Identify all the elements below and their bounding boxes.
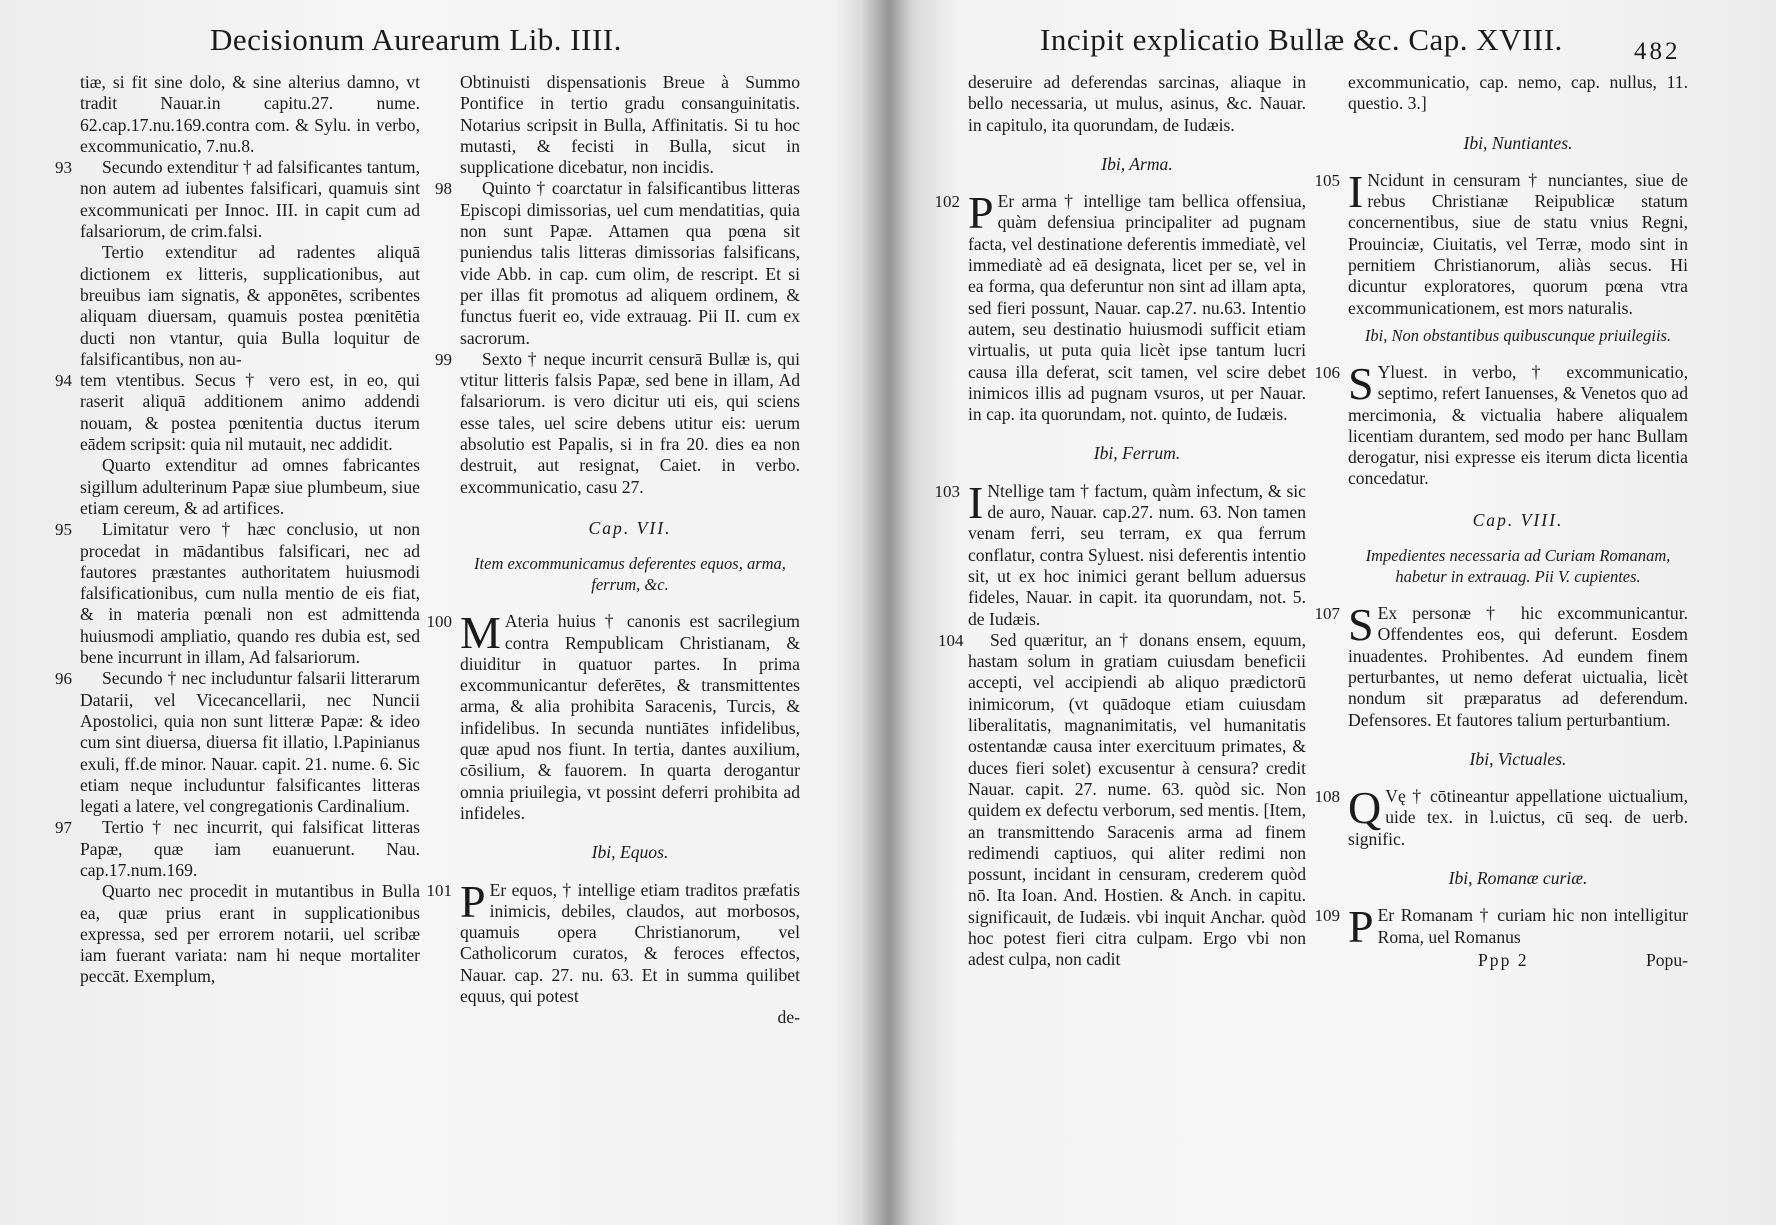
paragraph-text: excommunicatio, cap. nemo, cap. nullus, 11. questio. 3.] bbox=[1348, 72, 1688, 114]
paragraph-number: 108 bbox=[1314, 787, 1340, 807]
paragraph-text: Secundo extenditur † ad falsificantes tantum, non autem ad iubentes falsificari, quamuis sint excommunicati per Innoc. III. in capit cum ad falsariorum, de crim.falsi. bbox=[80, 157, 420, 242]
book-gutter bbox=[862, 0, 914, 1225]
paragraph-text: Limitatur vero † hæc conclusio, ut non procedat in mādantibus falsificari, nec ad fautores præstantes authoritatem huiusmodi falsificationibus, cum nulla mentio de eis fiat, & in materia pœnali non est admittenda huiusmodi ampliatio, quando res dubia est, sed bene incurrunt in illam, Ad falsariorum. bbox=[80, 519, 420, 668]
paragraph-number: 106 bbox=[1314, 362, 1340, 382]
right-page bbox=[934, 0, 1700, 1225]
paragraph bbox=[55, 157, 420, 242]
page-number: 482 bbox=[1634, 38, 1681, 65]
ibi-victuales-heading: Ibi, Victuales. bbox=[1469, 748, 1567, 769]
paragraph-109 bbox=[1314, 901, 1688, 953]
paragraph-number: 95 bbox=[55, 520, 72, 540]
paragraph bbox=[55, 519, 420, 668]
left-running-head: Decisionum Aurearum Lib. IIII. bbox=[210, 22, 622, 57]
paragraph-text: tiæ, si fit sine dolo, & sine alterius damno, vt tradit Nauar.in capitu.27. nume. 62.cap.17.nu.169.contra com. & Sylu. in verbo, excommunicatio, 7.nu.8. bbox=[80, 72, 420, 156]
paragraph-text: Ateria huius † canonis est sacrilegium contra Rempublicam Christianam, & diuiditur in quatuor partes. In prima excommunicantur deferētes, & transmittentes arma, & alia prohibita Saracenis, Turcis, & infidelibus. In secunda nuntiātes infidelibus, quæ apud nos fiunt. In tertia, dantes auxilium, cōsilium, & fauorem. In quarta derogantur omnia priuilegia, vt possint deferri prohibita ad infideles. bbox=[460, 611, 800, 823]
drop-cap: I bbox=[968, 476, 984, 528]
paragraph-text: tem vtentibus. Secus † vero est, in eo, qui raserit aliquā additionem animo addendi nouam, & postea pœnitentia ductus iterum eādem scripsit: quia nil mutauit, nec addidit. bbox=[80, 370, 420, 455]
drop-cap: P bbox=[1348, 901, 1374, 953]
paragraph-104 bbox=[938, 629, 1306, 971]
paragraph-text: Ntellige tam † factum, quàm infectum, & sic de auro, Nauar. cap.27. num. 63. Non tamen venam ferri, seu terram, ex qua ferrum conflatur, contra Syluest. nisi deferentis intentio sit, ut ex hoc inimici gerant bellum aduersus fideles, Nauar. in capit. ita quorundam, not. 5. de Iudæis. bbox=[968, 480, 1306, 629]
paragraph-continuation bbox=[968, 72, 1306, 136]
paragraph-text: Sexto † neque incurrit censurā Bullæ is, qui vtitur litteris falsis Papæ, sed bene in illam, Ad falsariorum. is vero dicitur uti eis, qui sciens esse tales, uel scire debens utitur eis: uerum absolutio est Papalis, si in fra 20. dies ea non destruit, aut resignat, Caiet. in verbo. excommunicatio, casu 27. bbox=[460, 348, 800, 497]
paragraph-text: Quinto † coarctatur in falsificantibus litteras Episcopi dimissorias, uel cum mendatitias, quia non sunt Papæ. Attamen qua pœna sit puniendus talis litteras dimissorias falsificans, vide Abb. in cap. cum olim, de rescript. Et si per illas fit promotus ad aliquem ordinem, & functus fuerit eo, vide extrauag. Pii II. cum ex sacrorum. bbox=[460, 178, 800, 348]
ibi-arma-heading: Ibi, Arma. bbox=[1101, 153, 1173, 174]
paragraph-number: 98 bbox=[435, 179, 452, 199]
paragraph-number: 97 bbox=[55, 818, 72, 838]
left-page bbox=[55, 0, 840, 1225]
paragraph bbox=[55, 668, 420, 817]
paragraph-number: 101 bbox=[426, 880, 452, 900]
paragraph bbox=[460, 72, 800, 178]
paragraph bbox=[435, 348, 800, 498]
cap-vii-heading: Cap. VII. bbox=[588, 517, 672, 538]
ibi-nuntiantes-heading: Ibi, Nuntiantes. bbox=[1463, 132, 1573, 153]
paragraph-text: Ex personæ † hic excommunicantur. Offendentes eos, qui deferunt. Eosdem inuadentes. Prohibentes. Ad eundem finem perturbantes, ut nemo deferat uictualia, licèt nondum sit præparatus ad deferendum. Defensores. Et fautores talium perturbantium. bbox=[1348, 603, 1688, 730]
drop-cap: S bbox=[1348, 599, 1374, 651]
paragraph-text: Tertio extenditur ad radentes aliquā dictionem ex litteris, supplicationibus, aut breuibus iam signatis, & apponētes, scribentes aliquam diuersam, quamuis postea pœnitētia ducti non vtantur, quia Bulla loquitur de falsificantibus, non au- bbox=[80, 242, 420, 369]
left-column-a bbox=[55, 72, 420, 988]
signature-mark: Ppp 2 bbox=[1478, 949, 1529, 970]
page-footer bbox=[1348, 950, 1688, 974]
paragraph-number: 107 bbox=[1314, 604, 1340, 624]
left-catchword: de- bbox=[777, 1007, 800, 1028]
ibi-ferrum-heading: Ibi, Ferrum. bbox=[1093, 443, 1181, 464]
paragraph-text: Quarto extenditur ad omnes fabricantes sigillum adulterinum Papæ siue plumbeum, siue etiam cereum, & ad artifices. bbox=[80, 455, 420, 518]
drop-cap: I bbox=[1348, 165, 1364, 217]
drop-cap: Q bbox=[1348, 782, 1382, 834]
ibi-non-obstantibus-heading: Ibi, Non obstantibus quibuscunque priuilegiis. bbox=[1364, 325, 1672, 345]
paragraph-number: 105 bbox=[1314, 170, 1340, 190]
drop-cap: S bbox=[1348, 357, 1374, 409]
left-column-a-paragraphs bbox=[55, 72, 420, 988]
paragraph-number: 93 bbox=[55, 158, 72, 178]
drop-cap: P bbox=[968, 187, 994, 239]
paragraph bbox=[80, 455, 420, 519]
paragraph-103 bbox=[934, 476, 1306, 630]
paragraph-number: 109 bbox=[1314, 906, 1340, 926]
paragraph-108 bbox=[1314, 782, 1688, 850]
paragraph-text: Obtinuisti dispensationis Breue à Summo Pontifice in tertio gradu consanguinitatis. Notarius scripsit in Bulla, Affinitatis. Si tu hoc mutasti, & fecisti in Bulla, sicut in supplicatione dicebatur, non incidis. bbox=[460, 72, 800, 178]
paragraph-text: Er arma † intellige tam bellica offensiua, quàm defensiua principaliter ad pugnam facta, vel destinatione deferentis immediatè, vel immediatè ad eā designata, licet per se, vel in ea forma, qua deferuntur non sint ad illam apta, sed fieri possunt, Nauar. cap.27. nu.63. Intentio autem, seu destinatio huiusmodi sufficit etiam virtualis, ut puta quia licèt ipse tantum lucri causa illa deferat, scit tamen, vel scire debet inimicos illis ad pugnam vsuros, ut per Nauar. in cap. ita quorundam, not. quinto, de Iudæis. bbox=[968, 191, 1306, 425]
paragraph bbox=[80, 242, 420, 370]
paragraph-number: 94 bbox=[55, 371, 72, 391]
paragraph-text: Vę † cōtineantur appellatione uictualium, uide tex. in l.uictus, cū seq. de uerb. signific. bbox=[1348, 786, 1688, 849]
paragraph-text: Ncidunt in censuram † nunciantes, siue de rebus Christianæ Reipublicæ statum concernentibus, siue de statu vnius Regni, Prouinciæ, Ciuitatis, vel Terræ, modo sint in pernitiem Christianorum, aliàs secus. Hi dicuntur exploratores, quorum pœna vtra excommunicationem, est mors naturalis. bbox=[1348, 169, 1688, 318]
cap-vii-subhead: Item excommunicamus deferentes equos, arma, ferrum, &c. bbox=[474, 554, 786, 595]
paragraph bbox=[80, 72, 420, 157]
paragraph-number: 102 bbox=[934, 192, 960, 212]
paragraph bbox=[80, 881, 420, 987]
paragraph-text: Tertio † nec incurrit, qui falsificat litteras Papæ, quæ iam euanuerunt. Nau. cap.17.num.169. bbox=[80, 817, 420, 880]
paragraph-text: Er Romanam † curiam hic non intelligitur Roma, uel Romanus bbox=[1377, 905, 1688, 947]
paragraph-text: Secundo † nec includuntur falsarii litterarum Datarii, vel Vicecancellarii, nec Nuncii Apostolici, quia non sunt litteræ Papæ: & ideo cum sint diuersa, diuersa fit illatio, l.Papinianus exuli, ff.de minor. Nauar. capit. 21. nume. 6. Sic etiam neque includuntur falsificantes litteras legati a latere, vel congregationis Cardinalium. bbox=[80, 668, 420, 817]
right-catchword: Popu- bbox=[1645, 949, 1688, 970]
paragraph-100 bbox=[426, 607, 800, 824]
ibi-equos-heading: Ibi, Equos. bbox=[591, 842, 669, 863]
paragraph-number: 99 bbox=[435, 349, 452, 369]
paragraph bbox=[55, 370, 420, 455]
right-running-head: Incipit explicatio Bullæ &c. Cap. XVIII. bbox=[1040, 22, 1563, 57]
paragraph-text: Sed quæritur, an † donans ensem, equum, hastam solum in gratiam cuiusdam beneficii accepti, vel accipiendi ab aliquo prædictorū inimicorum, (vt quādoque etiam cuiusdam liberalitatis, magnanimitatis, vel humanitatis ostentandæ causa inter exercituum primates, & duces fieri solet) excusentur à censura? credit Nauar. capit. 27. nume. 63. quòd sic. Non quidem ex defectu verborum, sed mentis. [Item, an transmittendo Saracenis arma ad finem redimendi captiuos, qui aliter redimi non possunt, incidant in censuram, crederem quòd nō. Ita Ioan. And. Hostien. & Anch. in capitu. significauit, de Iudæis. vbi inquit Anchar. quòd hoc potest fieri citra culpam. Ergo vbi non adest culpa, non cadit bbox=[968, 629, 1306, 970]
left-column-b bbox=[426, 72, 800, 1029]
paragraph-105 bbox=[1314, 165, 1688, 319]
paragraph-continuation bbox=[1348, 72, 1688, 115]
cap-viii-heading: Cap. VIII. bbox=[1472, 509, 1564, 530]
paragraph-number: 103 bbox=[934, 481, 960, 501]
paragraph-number: 100 bbox=[426, 612, 452, 632]
ibi-romanae-curiae-heading: Ibi, Romanæ curiæ. bbox=[1448, 868, 1588, 889]
paragraph-text: Er equos, † intellige etiam traditos præfatis inimicis, debiles, claudos, aut morbosos, quamuis opera Christianorum, vel Catholicorum curatos, & feroces effectos, Nauar. cap. 27. nu. 63. Et in summa quilibet equus, qui potest bbox=[460, 879, 800, 1006]
paragraph-text: Yluest. in verbo, † excommunicatio, septimo, refert Ianuenses, & Venetos quo ad mercimonia, & victualia habere aliqualem licentiam durantem, sed modo per hanc Bullam derogatur, nisi expresse eis iterum dicta licentia concedatur. bbox=[1348, 361, 1689, 489]
right-column-a bbox=[934, 72, 1306, 971]
paragraph bbox=[435, 178, 800, 348]
paragraph-102 bbox=[934, 187, 1306, 425]
paragraph-text: Quarto nec procedit in mutantibus in Bulla ea, quæ prius erant in supplicationibus expressa, sed per errorem notarii, uel scribæ iam fuerant variata: nam hi neque mortaliter peccāt. Exemplum, bbox=[80, 881, 420, 987]
right-column-b bbox=[1314, 72, 1689, 974]
paragraph bbox=[55, 817, 420, 881]
drop-cap: M bbox=[460, 607, 501, 659]
paragraph-101 bbox=[426, 875, 800, 1008]
cap-viii-subhead: Impedientes necessaria ad Curiam Romanam, habetur in extrauag. Pii V. cupientes. bbox=[1365, 546, 1671, 587]
paragraph-text: deseruire ad deferendas sarcinas, aliaque in bello necessaria, ut mulus, asinus, &c. Nauar. in capitulo, ita quorundam, de Iudæis. bbox=[968, 72, 1306, 135]
paragraph-number: 104 bbox=[938, 630, 964, 650]
paragraph-107 bbox=[1314, 599, 1688, 731]
left-column-b-paragraphs bbox=[435, 72, 800, 498]
paragraph-106 bbox=[1314, 357, 1689, 490]
paragraph-number: 96 bbox=[55, 669, 72, 689]
drop-cap: P bbox=[460, 875, 486, 927]
